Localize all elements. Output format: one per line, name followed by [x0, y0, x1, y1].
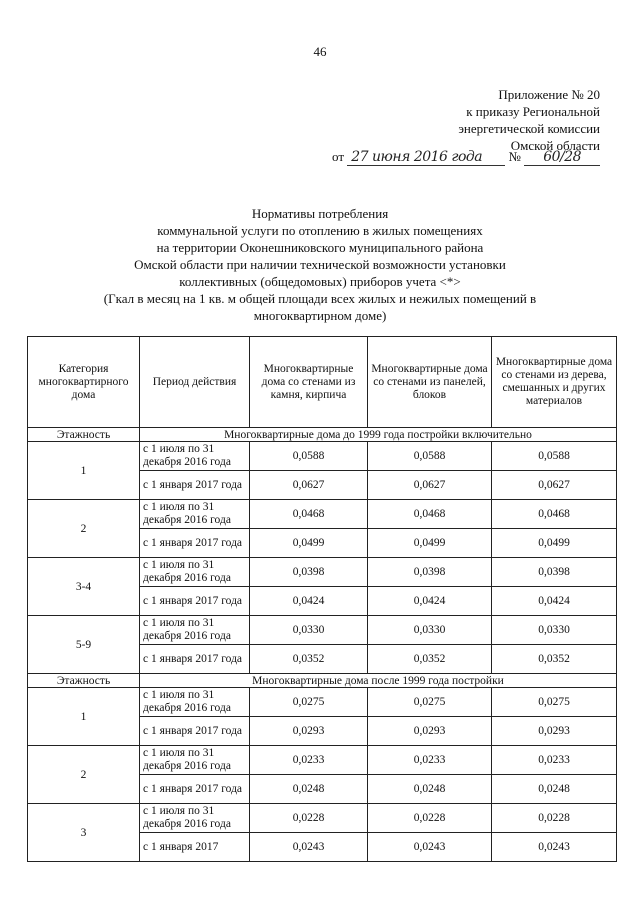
table-row: [28, 688, 617, 717]
period-cell: с 1 июля по 31 декабря 2016 года: [140, 616, 250, 645]
floor-category-cell: 1: [28, 442, 140, 500]
appendix-line-3: энергетической комиссии: [458, 121, 600, 136]
value-panels-blocks: 0,0499: [368, 529, 492, 558]
value-stone-brick: 0,0233: [250, 746, 368, 775]
value-stone-brick: 0,0243: [250, 833, 368, 862]
floor-category-cell: 5-9: [28, 616, 140, 674]
table-row: [28, 804, 617, 833]
period-cell: с 1 января 2017: [140, 833, 250, 862]
table-row: [28, 558, 617, 587]
section-title: Многоквартирные дома до 1999 года постройки включительно: [140, 428, 617, 442]
title-line-3: на территории Оконешниковского муниципального района: [156, 240, 484, 255]
table-row: [28, 616, 617, 645]
value-stone-brick: 0,0228: [250, 804, 368, 833]
number-label: №: [508, 149, 521, 164]
handwritten-number: 60/28: [524, 149, 600, 166]
from-label: от: [332, 149, 345, 164]
value-stone-brick: 0,0275: [250, 688, 368, 717]
value-wood-mixed: 0,0293: [492, 717, 617, 746]
value-panels-blocks: 0,0228: [368, 804, 492, 833]
value-stone-brick: 0,0424: [250, 587, 368, 616]
title-line-4: Омской области при наличии технической возможности установки: [134, 257, 506, 272]
value-stone-brick: 0,0293: [250, 717, 368, 746]
floor-category-cell: 1: [28, 688, 140, 746]
table-row: [28, 746, 617, 775]
title-line-6: (Гкал в месяц на 1 кв. м общей площади всех жилых и нежилых помещений в: [103, 291, 537, 306]
value-panels-blocks: 0,0398: [368, 558, 492, 587]
value-wood-mixed: 0,0330: [492, 616, 617, 645]
value-wood-mixed: 0,0228: [492, 804, 617, 833]
header-period: Период действия: [140, 337, 250, 428]
section-header-row: [28, 674, 617, 688]
norms-table: [27, 336, 617, 862]
table-header-row: [28, 337, 617, 428]
period-cell: с 1 июля по 31 декабря 2016 года: [140, 442, 250, 471]
document-title: [30, 205, 610, 324]
value-panels-blocks: 0,0627: [368, 471, 492, 500]
value-stone-brick: 0,0627: [250, 471, 368, 500]
section-floors-label: Этажность: [28, 674, 140, 688]
value-wood-mixed: 0,0588: [492, 442, 617, 471]
appendix-line-2: к приказу Региональной: [466, 104, 600, 119]
value-stone-brick: 0,0468: [250, 500, 368, 529]
header-panels-blocks: Многоквартирные дома со стенами из панелей, блоков: [368, 337, 492, 428]
value-stone-brick: 0,0330: [250, 616, 368, 645]
floor-category-cell: 3: [28, 804, 140, 862]
value-wood-mixed: 0,0499: [492, 529, 617, 558]
period-cell: с 1 января 2017 года: [140, 471, 250, 500]
value-panels-blocks: 0,0248: [368, 775, 492, 804]
value-panels-blocks: 0,0233: [368, 746, 492, 775]
period-cell: с 1 июля по 31 декабря 2016 года: [140, 746, 250, 775]
value-wood-mixed: 0,0233: [492, 746, 617, 775]
value-panels-blocks: 0,0352: [368, 645, 492, 674]
appendix-line-4: Омской области: [510, 138, 600, 153]
appendix-block: [380, 86, 600, 154]
section-floors-label: Этажность: [28, 428, 140, 442]
title-line-1: Нормативы потребления: [251, 206, 389, 221]
header-category: Категория многоквартирного дома: [28, 337, 140, 428]
table-body: [28, 428, 617, 862]
period-cell: с 1 января 2017 года: [140, 717, 250, 746]
value-stone-brick: 0,0588: [250, 442, 368, 471]
title-line-7: многоквартирном доме): [253, 308, 387, 323]
section-header-row: [28, 428, 617, 442]
value-wood-mixed: 0,0243: [492, 833, 617, 862]
period-cell: с 1 июля по 31 декабря 2016 года: [140, 804, 250, 833]
header-wood-mixed: Многоквартирные дома со стенами из дерева, смешанных и других материалов: [492, 337, 617, 428]
value-wood-mixed: 0,0398: [492, 558, 617, 587]
section-title: Многоквартирные дома после 1999 года постройки: [140, 674, 617, 688]
value-stone-brick: 0,0398: [250, 558, 368, 587]
value-wood-mixed: 0,0424: [492, 587, 617, 616]
value-wood-mixed: 0,0468: [492, 500, 617, 529]
floor-category-cell: 3-4: [28, 558, 140, 616]
value-panels-blocks: 0,0424: [368, 587, 492, 616]
title-line-2: коммунальной услуги по отоплению в жилых помещениях: [157, 223, 483, 238]
period-cell: с 1 января 2017 года: [140, 775, 250, 804]
floor-category-cell: 2: [28, 500, 140, 558]
value-panels-blocks: 0,0468: [368, 500, 492, 529]
table-row: [28, 442, 617, 471]
value-panels-blocks: 0,0275: [368, 688, 492, 717]
handwritten-date: 27 июня 2016 года: [347, 149, 505, 166]
period-cell: с 1 июля по 31 декабря 2016 года: [140, 688, 250, 717]
value-wood-mixed: 0,0248: [492, 775, 617, 804]
page-number: 46: [313, 44, 327, 59]
period-cell: с 1 июля по 31 декабря 2016 года: [140, 500, 250, 529]
title-line-5: коллективных (общедомовых) приборов учета <*>: [179, 274, 461, 289]
period-cell: с 1 января 2017 года: [140, 587, 250, 616]
floor-category-cell: 2: [28, 746, 140, 804]
value-wood-mixed: 0,0275: [492, 688, 617, 717]
appendix-line-1: Приложение № 20: [498, 87, 600, 102]
value-stone-brick: 0,0352: [250, 645, 368, 674]
value-stone-brick: 0,0499: [250, 529, 368, 558]
header-stone-brick: Многоквартирные дома со стенами из камня, кирпича: [250, 337, 368, 428]
value-wood-mixed: 0,0627: [492, 471, 617, 500]
period-cell: с 1 июля по 31 декабря 2016 года: [140, 558, 250, 587]
order-date-line: [332, 149, 600, 166]
value-panels-blocks: 0,0330: [368, 616, 492, 645]
table-row: [28, 500, 617, 529]
value-stone-brick: 0,0248: [250, 775, 368, 804]
period-cell: с 1 января 2017 года: [140, 529, 250, 558]
value-wood-mixed: 0,0352: [492, 645, 617, 674]
period-cell: с 1 января 2017 года: [140, 645, 250, 674]
value-panels-blocks: 0,0588: [368, 442, 492, 471]
value-panels-blocks: 0,0293: [368, 717, 492, 746]
value-panels-blocks: 0,0243: [368, 833, 492, 862]
